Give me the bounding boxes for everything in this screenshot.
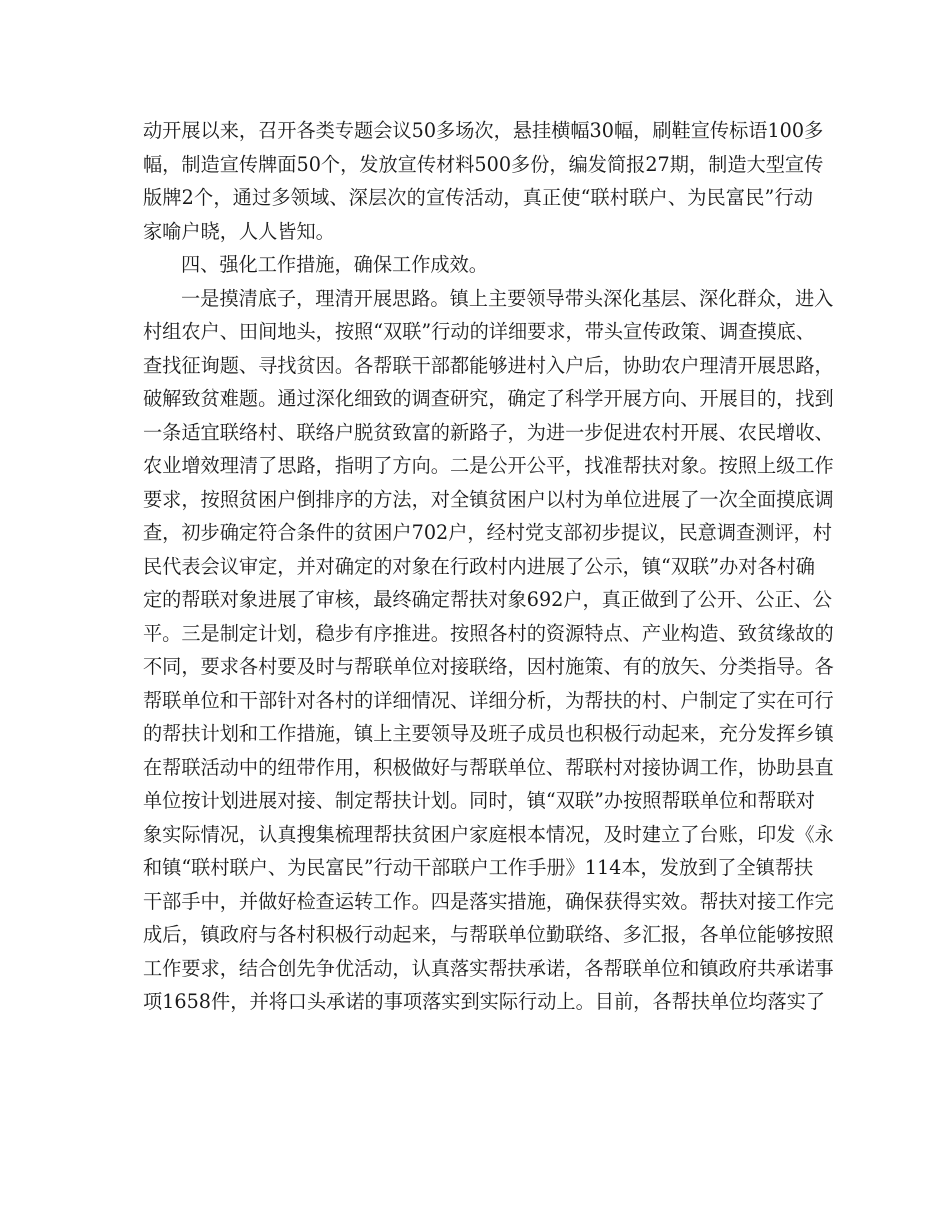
body-line: 农业增效理清了思路，指明了方向。二是公开公平，找准帮扶对象。按照上级工作 [143,454,834,477]
body-line: 在帮联活动中的纽带作用，积极做好与帮联单位、帮联村对接协调工作，协助县直 [143,755,834,779]
body-line: 不同，要求各村要及时与帮联单位对接联络，因村施策、有的放矢、分类指导。各 [143,655,834,678]
body-line: 民代表会议审定，并对确定的对象在行政村内进展了公示，镇“双联”办对各村确 [143,554,815,578]
body-line: 动开展以来，召开各类专题会议50多场次，悬挂横幅30幅，刷鞋宣传标语100多 [143,119,824,142]
body-line: 象实际情况，认真搜集梳理帮扶贫困户家庭根本情况，及时建立了台账，印发《永 [143,822,834,846]
body-line: 和镇“联村联户、为民富民”行动干部联户工作手册》114本，发放到了全镇帮扶 [143,856,814,879]
body-line: 一条适宜联络村、联络户脱贫致富的新路子，为进一步促进农村开展、农民增收、 [143,420,834,444]
body-line: 平。三是制定计划，稳步有序推进。按照各村的资源特点、产业构造、致贫缘故的 [143,621,834,645]
body-line: 查找征询题、寻找贫因。各帮联干部都能够进村入户后，协助农户理清开展思路， [143,353,834,377]
document-body [143,114,834,1019]
body-line: 破解致贫难题。通过深化细致的调查研究，确定了科学开展方向、开展目的，找到 [143,387,834,410]
body-line: 项1658件，并将口头承诺的事项落实到实际行动上。目前，各帮扶单位均落实了 [143,990,826,1013]
section-heading: 四、强化工作措施，确保工作成效。 [181,253,488,276]
body-line: 定的帮联对象进展了审核，最终确定帮扶对象692户，真正做到了公开、公正、公 [143,588,832,611]
body-line: 的帮扶计划和工作措施，镇上主要领导及班子成员也积极行动起来，充分发挥乡镇 [143,722,834,745]
body-line: 幅，制造宣传牌面50个，发放宣传材料500多份，编发简报27期，制造大型宣传 [143,152,824,176]
body-line: 家喻户晓，人人皆知。 [143,219,335,243]
body-line: 单位按计划进展对接、制定帮扶计划。同时，镇“双联”办按照帮联单位和帮联对 [143,789,815,812]
body-line: 成后，镇政府与各村积极行动起来，与帮联单位勤联络、多汇报，各单位能够按照 [143,923,834,946]
body-line: 一是摸清底子，理清开展思路。镇上主要领导带头深化基层、深化群众，进入 [181,286,834,310]
body-line: 干部手中，并做好检查运转工作。四是落实措施，确保获得实效。帮扶对接工作完 [143,889,834,913]
body-line: 工作要求，结合创先争优活动，认真落实帮扶承诺，各帮联单位和镇政府共承诺事 [143,956,834,980]
body-line: 查，初步确定符合条件的贫困户702户，经村党支部初步提议，民意调查测评，村 [143,521,832,544]
body-line: 村组农户、田间地头，按照“双联”行动的详细要求，带头宣传政策、调查摸底、 [143,320,815,343]
body-line: 版牌2个，通过多领域、深层次的宣传活动，真正使“联村联户、为民富民”行动 [143,186,813,209]
body-line: 帮联单位和干部针对各村的详细情况、详细分析，为帮扶的村、户制定了实在可行 [143,688,834,712]
body-line: 要求，按照贫困户倒排序的方法，对全镇贫困户以村为单位进展了一次全面摸底调 [143,487,834,511]
